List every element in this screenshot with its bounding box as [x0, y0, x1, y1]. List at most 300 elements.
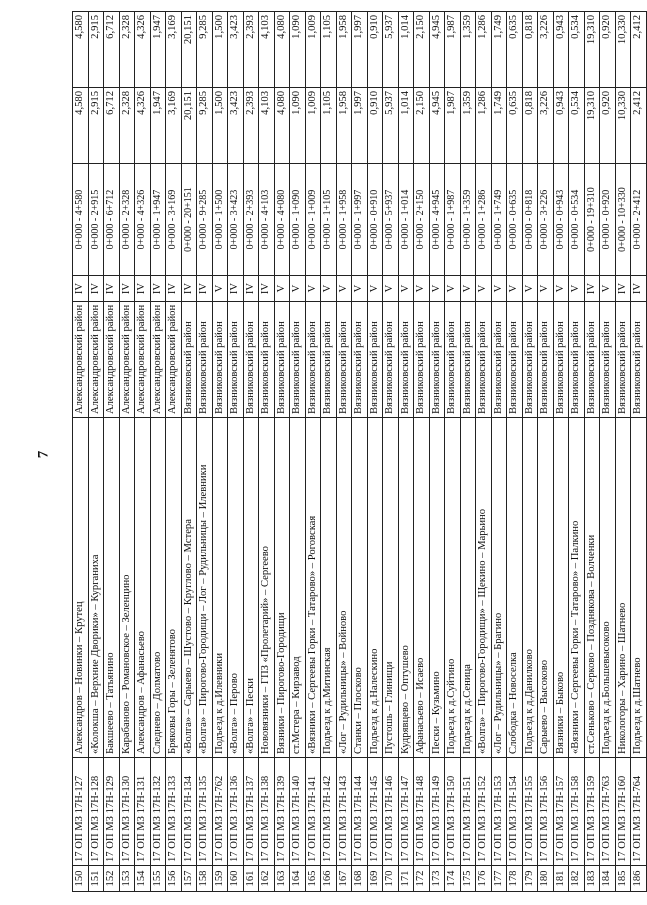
- km-range-cell: 0+000 - 6+712: [104, 164, 120, 276]
- table-row: [507, 12, 523, 892]
- district-cell: Вязниковский район: [243, 302, 259, 418]
- length-by-category-cell: 2,393: [243, 12, 259, 88]
- district-cell: Вязниковский район: [212, 302, 228, 418]
- road-category-cell: V: [336, 276, 352, 302]
- length-by-category-cell: 4,103: [259, 12, 275, 88]
- row-number-cell: 169: [367, 866, 383, 892]
- km-range-cell: 0+000 - 0+635: [507, 164, 523, 276]
- table-row: [321, 12, 337, 892]
- length-total-cell: 1,014: [398, 88, 414, 164]
- length-by-category-cell: 3,169: [166, 12, 182, 88]
- table-row: [73, 12, 89, 892]
- road-name-cell: Станки – Плосково: [352, 418, 368, 758]
- page-number: 7: [35, 450, 52, 459]
- district-cell: Вязниковский район: [491, 302, 507, 418]
- district-cell: Вязниковский район: [321, 302, 337, 418]
- length-by-category-cell: 0,943: [553, 12, 569, 88]
- row-number-cell: 163: [274, 866, 290, 892]
- km-range-cell: 0+000 - 1+359: [460, 164, 476, 276]
- length-total-cell: 1,286: [476, 88, 492, 164]
- km-range-cell: 0+000 - 1+105: [321, 164, 337, 276]
- district-cell: Вязниковский район: [522, 302, 538, 418]
- row-number-cell: 157: [181, 866, 197, 892]
- road-category-cell: V: [274, 276, 290, 302]
- row-number-cell: 164: [290, 866, 306, 892]
- road-code-cell: 17 ОП МЗ 17Н-133: [166, 758, 182, 866]
- km-range-cell: 0+000 - 0+910: [367, 164, 383, 276]
- road-category-cell: IV: [584, 276, 600, 302]
- table-row: [336, 12, 352, 892]
- km-range-cell: 0+000 - 4+580: [73, 164, 89, 276]
- district-cell: Вязниковский район: [352, 302, 368, 418]
- length-total-cell: 4,945: [429, 88, 445, 164]
- length-by-category-cell: 2,150: [414, 12, 430, 88]
- road-code-cell: 17 ОП МЗ 17Н-155: [522, 758, 538, 866]
- km-range-cell: 0+000 - 1+987: [445, 164, 461, 276]
- road-code-cell: 17 ОП МЗ 17Н-136: [228, 758, 244, 866]
- road-category-cell: V: [600, 276, 616, 302]
- road-name-cell: Пустошь – Глинищи: [383, 418, 399, 758]
- row-number-cell: 181: [553, 866, 569, 892]
- table-row: [305, 12, 321, 892]
- district-cell: Александровский район: [119, 302, 135, 418]
- km-range-cell: 0+000 - 1+749: [491, 164, 507, 276]
- length-total-cell: 1,500: [212, 88, 228, 164]
- road-category-cell: IV: [197, 276, 213, 302]
- length-by-category-cell: 0,635: [507, 12, 523, 88]
- row-number-cell: 156: [166, 866, 182, 892]
- length-total-cell: 1,359: [460, 88, 476, 164]
- road-category-cell: V: [460, 276, 476, 302]
- road-code-cell: 17 ОП МЗ 17Н-146: [383, 758, 399, 866]
- road-name-cell: Подъезд к д.Суйтино: [445, 418, 461, 758]
- table-row: [228, 12, 244, 892]
- table-row: [631, 12, 647, 892]
- road-category-cell: IV: [243, 276, 259, 302]
- district-cell: Вязниковский район: [290, 302, 306, 418]
- district-cell: Александровский район: [73, 302, 89, 418]
- length-by-category-cell: 4,080: [274, 12, 290, 88]
- table-row: [538, 12, 554, 892]
- road-category-cell: V: [445, 276, 461, 302]
- length-total-cell: 0,910: [367, 88, 383, 164]
- row-number-cell: 175: [460, 866, 476, 892]
- district-cell: Вязниковский район: [197, 302, 213, 418]
- road-category-cell: V: [321, 276, 337, 302]
- km-range-cell: 0+000 - 2+393: [243, 164, 259, 276]
- road-name-cell: Бряковы Горы – Зеленятово: [166, 418, 182, 758]
- row-number-cell: 178: [507, 866, 523, 892]
- length-total-cell: 1,947: [150, 88, 166, 164]
- length-by-category-cell: 1,090: [290, 12, 306, 88]
- length-total-cell: 10,330: [615, 88, 631, 164]
- length-total-cell: 1,997: [352, 88, 368, 164]
- road-code-cell: 17 ОП МЗ 17Н-764: [631, 758, 647, 866]
- road-name-cell: Вязники – Быково: [553, 418, 569, 758]
- row-number-cell: 167: [336, 866, 352, 892]
- length-total-cell: 2,412: [631, 88, 647, 164]
- road-code-cell: 17 ОП МЗ 17Н-139: [274, 758, 290, 866]
- road-name-cell: «Лог – Рудильницы» – Войново: [336, 418, 352, 758]
- road-category-cell: V: [290, 276, 306, 302]
- road-name-cell: Подъезд к д.Сеница: [460, 418, 476, 758]
- table-row: [135, 12, 151, 892]
- district-cell: Вязниковский район: [553, 302, 569, 418]
- length-by-category-cell: 3,226: [538, 12, 554, 88]
- road-category-cell: IV: [181, 276, 197, 302]
- road-name-cell: Афанасьево – Исаево: [414, 418, 430, 758]
- district-cell: Вязниковский район: [383, 302, 399, 418]
- table-row: [104, 12, 120, 892]
- km-range-cell: 0+000 - 2+328: [119, 164, 135, 276]
- table-row: [522, 12, 538, 892]
- district-cell: Александровский район: [88, 302, 104, 418]
- row-number-cell: 177: [491, 866, 507, 892]
- length-total-cell: 6,712: [104, 88, 120, 164]
- road-name-cell: «Волга» – Пирогово-Городищи» – Щекино – Марьино: [476, 418, 492, 758]
- length-total-cell: 0,818: [522, 88, 538, 164]
- road-code-cell: 17 ОП МЗ 17Н-144: [352, 758, 368, 866]
- road-category-cell: IV: [73, 276, 89, 302]
- road-code-cell: 17 ОП МЗ 17Н-148: [414, 758, 430, 866]
- road-code-cell: 17 ОП МЗ 17Н-127: [73, 758, 89, 866]
- road-name-cell: Подъезд к д.Данилково: [522, 418, 538, 758]
- rotated-page-content: [72, 12, 644, 892]
- length-by-category-cell: 5,937: [383, 12, 399, 88]
- road-name-cell: «Лог – Рудильницы» – Брагино: [491, 418, 507, 758]
- table-row: [197, 12, 213, 892]
- road-name-cell: Следнево – Долматово: [150, 418, 166, 758]
- table-row: [600, 12, 616, 892]
- road-category-cell: V: [414, 276, 430, 302]
- length-by-category-cell: 1,500: [212, 12, 228, 88]
- table-row: [429, 12, 445, 892]
- table-row: [398, 12, 414, 892]
- table-row: [553, 12, 569, 892]
- table-row: [491, 12, 507, 892]
- road-code-cell: 17 ОП МЗ 17Н-137: [243, 758, 259, 866]
- road-category-cell: V: [569, 276, 585, 302]
- road-name-cell: Александров – Новинки – Крутец: [73, 418, 89, 758]
- road-category-cell: V: [522, 276, 538, 302]
- row-number-cell: 180: [538, 866, 554, 892]
- length-total-cell: 3,423: [228, 88, 244, 164]
- road-name-cell: «Волга» – Пирогово-Городищи – Лог – Рудильницы – Илевники: [197, 418, 213, 758]
- length-by-category-cell: 9,285: [197, 12, 213, 88]
- row-number-cell: 159: [212, 866, 228, 892]
- road-code-cell: 17 ОП МЗ 17Н-157: [553, 758, 569, 866]
- road-code-cell: 17 ОП МЗ 17Н-130: [119, 758, 135, 866]
- road-name-cell: Подъезд к д.Шатнево: [631, 418, 647, 758]
- road-category-cell: V: [507, 276, 523, 302]
- road-code-cell: 17 ОП МЗ 17Н-762: [212, 758, 228, 866]
- row-number-cell: 161: [243, 866, 259, 892]
- district-cell: Вязниковский район: [476, 302, 492, 418]
- district-cell: Александровский район: [135, 302, 151, 418]
- table-row: [88, 12, 104, 892]
- length-total-cell: 2,393: [243, 88, 259, 164]
- row-number-cell: 165: [305, 866, 321, 892]
- km-range-cell: 0+000 - 10+330: [615, 164, 631, 276]
- road-name-cell: Нововязники – ГПЗ «Пролетарий» – Сергеево: [259, 418, 275, 758]
- row-number-cell: 174: [445, 866, 461, 892]
- length-by-category-cell: 1,749: [491, 12, 507, 88]
- km-range-cell: 0+000 - 1+997: [352, 164, 368, 276]
- table-row: [476, 12, 492, 892]
- km-range-cell: 0+000 - 0+818: [522, 164, 538, 276]
- road-name-cell: «Вязники – Сергеевы Горки – Татарово» – Роговская: [305, 418, 321, 758]
- road-code-cell: 17 ОП МЗ 17Н-153: [491, 758, 507, 866]
- road-name-cell: Александров – Афанасьево: [135, 418, 151, 758]
- road-code-cell: 17 ОП МЗ 17Н-131: [135, 758, 151, 866]
- length-total-cell: 1,105: [321, 88, 337, 164]
- road-code-cell: 17 ОП МЗ 17Н-134: [181, 758, 197, 866]
- road-name-cell: Вязники – Пирогово-Городищи: [274, 418, 290, 758]
- length-by-category-cell: 0,910: [367, 12, 383, 88]
- row-number-cell: 152: [104, 866, 120, 892]
- km-range-cell: 0+000 - 20+151: [181, 164, 197, 276]
- km-range-cell: 0+000 - 1+286: [476, 164, 492, 276]
- road-code-cell: 17 ОП МЗ 17Н-158: [569, 758, 585, 866]
- length-total-cell: 1,749: [491, 88, 507, 164]
- length-total-cell: 19,310: [584, 88, 600, 164]
- table-row: [259, 12, 275, 892]
- row-number-cell: 150: [73, 866, 89, 892]
- length-total-cell: 0,635: [507, 88, 523, 164]
- row-number-cell: 173: [429, 866, 445, 892]
- length-total-cell: 3,169: [166, 88, 182, 164]
- road-name-cell: «Волга» – Перово: [228, 418, 244, 758]
- road-category-cell: IV: [631, 276, 647, 302]
- district-cell: Вязниковский район: [569, 302, 585, 418]
- table-row: [290, 12, 306, 892]
- road-category-cell: IV: [228, 276, 244, 302]
- road-code-cell: 17 ОП МЗ 17Н-141: [305, 758, 321, 866]
- row-number-cell: 172: [414, 866, 430, 892]
- district-cell: Александровский район: [166, 302, 182, 418]
- length-by-category-cell: 1,987: [445, 12, 461, 88]
- row-number-cell: 160: [228, 866, 244, 892]
- length-by-category-cell: 1,947: [150, 12, 166, 88]
- row-number-cell: 184: [600, 866, 616, 892]
- table-row: [615, 12, 631, 892]
- road-code-cell: 17 ОП МЗ 17Н-143: [336, 758, 352, 866]
- district-cell: Вязниковский район: [600, 302, 616, 418]
- district-cell: Вязниковский район: [305, 302, 321, 418]
- road-name-cell: Сарыево – Высоково: [538, 418, 554, 758]
- km-range-cell: 0+000 - 0+943: [553, 164, 569, 276]
- road-name-cell: Слободка – Новоселка: [507, 418, 523, 758]
- road-category-cell: IV: [119, 276, 135, 302]
- road-name-cell: Бакшеево – Татьянино: [104, 418, 120, 758]
- row-number-cell: 168: [352, 866, 368, 892]
- km-range-cell: 0+000 - 4+945: [429, 164, 445, 276]
- length-total-cell: 9,285: [197, 88, 213, 164]
- km-range-cell: 0+000 - 1+014: [398, 164, 414, 276]
- length-total-cell: 0,943: [553, 88, 569, 164]
- length-by-category-cell: 4,326: [135, 12, 151, 88]
- district-cell: Вязниковский район: [615, 302, 631, 418]
- row-number-cell: 185: [615, 866, 631, 892]
- km-range-cell: 0+000 - 1+958: [336, 164, 352, 276]
- road-name-cell: Подъезд к д.Налескино: [367, 418, 383, 758]
- road-code-cell: 17 ОП МЗ 17Н-135: [197, 758, 213, 866]
- row-number-cell: 183: [584, 866, 600, 892]
- length-total-cell: 20,151: [181, 88, 197, 164]
- length-by-category-cell: 10,330: [615, 12, 631, 88]
- km-range-cell: 0+000 - 1+947: [150, 164, 166, 276]
- row-number-cell: 155: [150, 866, 166, 892]
- length-by-category-cell: 1,014: [398, 12, 414, 88]
- road-code-cell: 17 ОП МЗ 17Н-142: [321, 758, 337, 866]
- length-by-category-cell: 3,423: [228, 12, 244, 88]
- road-name-cell: «Волга» – Пески: [243, 418, 259, 758]
- length-total-cell: 4,326: [135, 88, 151, 164]
- length-total-cell: 0,920: [600, 88, 616, 164]
- district-cell: Вязниковский район: [631, 302, 647, 418]
- road-category-cell: IV: [150, 276, 166, 302]
- length-by-category-cell: 1,958: [336, 12, 352, 88]
- length-by-category-cell: 2,915: [88, 12, 104, 88]
- table-row: [352, 12, 368, 892]
- length-by-category-cell: 4,945: [429, 12, 445, 88]
- district-cell: Вязниковский район: [181, 302, 197, 418]
- row-number-cell: 179: [522, 866, 538, 892]
- road-name-cell: «Вязники – Сергеевы Горки – Татарово» – Палкино: [569, 418, 585, 758]
- row-number-cell: 154: [135, 866, 151, 892]
- length-total-cell: 1,090: [290, 88, 306, 164]
- table-row: [460, 12, 476, 892]
- length-by-category-cell: 1,997: [352, 12, 368, 88]
- road-name-cell: Кудрявцево – Оптушево: [398, 418, 414, 758]
- row-number-cell: 166: [321, 866, 337, 892]
- district-cell: Александровский район: [150, 302, 166, 418]
- length-total-cell: 2,915: [88, 88, 104, 164]
- road-code-cell: 17 ОП МЗ 17Н-160: [615, 758, 631, 866]
- length-total-cell: 4,103: [259, 88, 275, 164]
- road-category-cell: V: [352, 276, 368, 302]
- length-by-category-cell: 1,105: [321, 12, 337, 88]
- road-category-cell: IV: [166, 276, 182, 302]
- length-by-category-cell: 0,534: [569, 12, 585, 88]
- road-name-cell: Никологоры – Харино – Шатнево: [615, 418, 631, 758]
- table-row: [584, 12, 600, 892]
- road-code-cell: 17 ОП МЗ 17Н-149: [429, 758, 445, 866]
- table-row: [274, 12, 290, 892]
- road-name-cell: Подъезд к д.Митинская: [321, 418, 337, 758]
- length-by-category-cell: 4,580: [73, 12, 89, 88]
- km-range-cell: 0+000 - 3+423: [228, 164, 244, 276]
- road-category-cell: V: [429, 276, 445, 302]
- length-by-category-cell: 1,286: [476, 12, 492, 88]
- table-row: [166, 12, 182, 892]
- district-cell: Вязниковский район: [460, 302, 476, 418]
- road-code-cell: 17 ОП МЗ 17Н-129: [104, 758, 120, 866]
- row-number-cell: 171: [398, 866, 414, 892]
- district-cell: Вязниковский район: [584, 302, 600, 418]
- road-code-cell: 17 ОП МЗ 17Н-140: [290, 758, 306, 866]
- road-name-cell: «Волга» – Сарыево – Шустово – Круглово – Мстера: [181, 418, 197, 758]
- road-category-cell: V: [212, 276, 228, 302]
- road-code-cell: 17 ОП МЗ 17Н-156: [538, 758, 554, 866]
- road-category-cell: V: [491, 276, 507, 302]
- district-cell: Вязниковский район: [336, 302, 352, 418]
- road-code-cell: 17 ОП МЗ 17Н-138: [259, 758, 275, 866]
- road-name-cell: Подъезд к д.Большевысоково: [600, 418, 616, 758]
- row-number-cell: 176: [476, 866, 492, 892]
- road-category-cell: V: [398, 276, 414, 302]
- table-body: [73, 12, 647, 892]
- km-range-cell: 0+000 - 4+326: [135, 164, 151, 276]
- road-category-cell: IV: [104, 276, 120, 302]
- length-total-cell: 2,150: [414, 88, 430, 164]
- table-row: [181, 12, 197, 892]
- road-code-cell: 17 ОП МЗ 17Н-159: [584, 758, 600, 866]
- km-range-cell: 0+000 - 3+226: [538, 164, 554, 276]
- km-range-cell: 0+000 - 9+285: [197, 164, 213, 276]
- road-category-cell: V: [538, 276, 554, 302]
- length-by-category-cell: 6,712: [104, 12, 120, 88]
- row-number-cell: 162: [259, 866, 275, 892]
- road-category-cell: IV: [615, 276, 631, 302]
- table-row: [414, 12, 430, 892]
- road-category-cell: V: [305, 276, 321, 302]
- table-row: [243, 12, 259, 892]
- table-row: [150, 12, 166, 892]
- road-code-cell: 17 ОП МЗ 17Н-145: [367, 758, 383, 866]
- road-name-cell: «Колокша – Верхние Дворики» – Курганиха: [88, 418, 104, 758]
- road-code-cell: 17 ОП МЗ 17Н-147: [398, 758, 414, 866]
- length-total-cell: 1,009: [305, 88, 321, 164]
- km-range-cell: 0+000 - 0+920: [600, 164, 616, 276]
- road-category-cell: IV: [135, 276, 151, 302]
- km-range-cell: 0+000 - 4+103: [259, 164, 275, 276]
- district-cell: Вязниковский район: [507, 302, 523, 418]
- district-cell: Вязниковский район: [274, 302, 290, 418]
- district-cell: Вязниковский район: [429, 302, 445, 418]
- km-range-cell: 0+000 - 5+937: [383, 164, 399, 276]
- length-by-category-cell: 1,359: [460, 12, 476, 88]
- road-code-cell: 17 ОП МЗ 17Н-151: [460, 758, 476, 866]
- length-total-cell: 4,580: [73, 88, 89, 164]
- length-by-category-cell: 19,310: [584, 12, 600, 88]
- length-by-category-cell: 2,412: [631, 12, 647, 88]
- road-category-cell: V: [553, 276, 569, 302]
- length-total-cell: 5,937: [383, 88, 399, 164]
- km-range-cell: 0+000 - 2+915: [88, 164, 104, 276]
- district-cell: Вязниковский район: [445, 302, 461, 418]
- road-name-cell: ст.Сеньково – Серково – Позднякова – Волченки: [584, 418, 600, 758]
- row-number-cell: 182: [569, 866, 585, 892]
- row-number-cell: 158: [197, 866, 213, 892]
- road-code-cell: 17 ОП МЗ 17Н-128: [88, 758, 104, 866]
- table-row: [383, 12, 399, 892]
- district-cell: Вязниковский район: [398, 302, 414, 418]
- row-number-cell: 153: [119, 866, 135, 892]
- table-row: [367, 12, 383, 892]
- district-cell: Вязниковский район: [414, 302, 430, 418]
- length-total-cell: 1,987: [445, 88, 461, 164]
- road-code-cell: 17 ОП МЗ 17Н-763: [600, 758, 616, 866]
- row-number-cell: 151: [88, 866, 104, 892]
- road-name-cell: Карабаново – Романовское – Зеленцино: [119, 418, 135, 758]
- length-total-cell: 1,958: [336, 88, 352, 164]
- length-by-category-cell: 2,328: [119, 12, 135, 88]
- district-cell: Вязниковский район: [367, 302, 383, 418]
- row-number-cell: 170: [383, 866, 399, 892]
- km-range-cell: 0+000 - 1+009: [305, 164, 321, 276]
- km-range-cell: 0+000 - 2+150: [414, 164, 430, 276]
